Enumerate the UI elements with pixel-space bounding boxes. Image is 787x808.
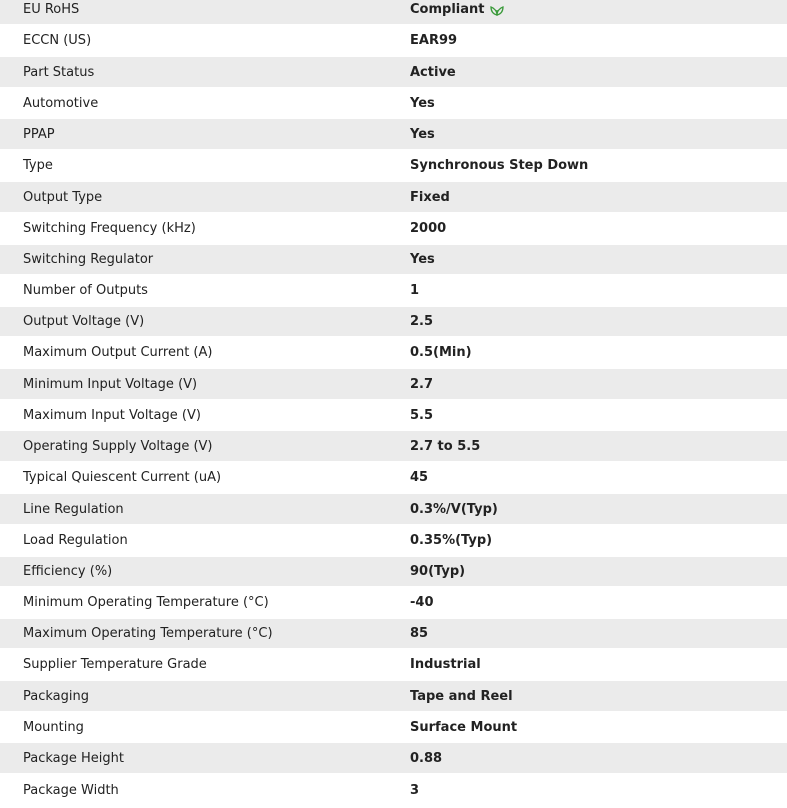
row-label: PPAP bbox=[23, 126, 55, 142]
row-label: Output Voltage (V) bbox=[23, 314, 145, 329]
table-row bbox=[0, 212, 787, 245]
row-value: Yes bbox=[410, 252, 435, 267]
table-row bbox=[0, 245, 787, 274]
table-row bbox=[0, 619, 787, 648]
row-label: Minimum Input Voltage (V) bbox=[23, 376, 198, 392]
row-value: Synchronous Step Down bbox=[410, 158, 589, 173]
row-value: 1 bbox=[410, 283, 420, 298]
row-label: Maximum Operating Temperature (°C) bbox=[23, 626, 273, 641]
row-value: Active bbox=[410, 64, 456, 80]
row-value: EAR99 bbox=[410, 33, 458, 48]
table-row bbox=[0, 431, 787, 461]
row-value: Yes bbox=[410, 95, 435, 111]
leaf-icon bbox=[490, 4, 504, 16]
table-row bbox=[0, 399, 787, 431]
row-label: Output Type bbox=[23, 189, 103, 205]
row-value: Industrial bbox=[410, 657, 481, 672]
table-row bbox=[0, 274, 787, 307]
table-row bbox=[0, 494, 787, 524]
row-label: Packaging bbox=[23, 688, 89, 704]
table-row bbox=[0, 0, 787, 24]
row-value: 3 bbox=[410, 783, 420, 798]
table-row bbox=[0, 149, 787, 182]
row-value: 90(Typ) bbox=[410, 564, 466, 579]
row-value: Fixed bbox=[410, 189, 450, 205]
row-value: 2000 bbox=[410, 221, 447, 236]
table-row bbox=[0, 87, 787, 119]
row-value: 2.5 bbox=[410, 314, 434, 329]
row-label: Mounting bbox=[23, 719, 84, 735]
table-row bbox=[0, 119, 787, 149]
table-row bbox=[0, 711, 787, 743]
row-value: 85 bbox=[410, 626, 429, 641]
row-value: 2.7 to 5.5 bbox=[410, 438, 481, 454]
row-label: Automotive bbox=[23, 95, 99, 111]
row-label: Switching Regulator bbox=[23, 252, 154, 267]
row-value: 5.5 bbox=[410, 407, 434, 423]
table-row bbox=[0, 773, 787, 808]
row-label: Maximum Input Voltage (V) bbox=[23, 407, 201, 423]
row-label: EU RoHS bbox=[23, 2, 80, 17]
row-label: Number of Outputs bbox=[23, 283, 148, 298]
row-value: Yes bbox=[410, 126, 435, 142]
row-value: 0.35%(Typ) bbox=[410, 533, 493, 548]
row-value: Surface Mount bbox=[410, 719, 518, 735]
table-row bbox=[0, 681, 787, 711]
row-value-wrap bbox=[410, 2, 504, 17]
row-value: Compliant bbox=[410, 2, 485, 17]
row-label: Part Status bbox=[23, 64, 95, 80]
row-label: Switching Frequency (kHz) bbox=[23, 221, 196, 236]
table-row bbox=[0, 182, 787, 212]
table-row bbox=[0, 743, 787, 773]
row-value: 45 bbox=[410, 470, 429, 485]
table-row bbox=[0, 369, 787, 399]
table-row bbox=[0, 586, 787, 619]
table-row bbox=[0, 336, 787, 369]
row-value: 0.88 bbox=[410, 750, 443, 766]
table-row bbox=[0, 57, 787, 87]
row-value: 0.3%/V(Typ) bbox=[410, 501, 498, 517]
row-label: Type bbox=[23, 158, 53, 173]
row-label: Efficiency (%) bbox=[23, 564, 113, 579]
row-value: 0.5(Min) bbox=[410, 345, 472, 360]
table-row bbox=[0, 461, 787, 494]
row-label: Line Regulation bbox=[23, 501, 124, 517]
row-label: Typical Quiescent Current (uA) bbox=[23, 470, 222, 485]
row-label: Package Width bbox=[23, 783, 119, 798]
row-value: -40 bbox=[410, 595, 434, 610]
row-label: Minimum Operating Temperature (°C) bbox=[23, 595, 269, 610]
row-label: Load Regulation bbox=[23, 533, 128, 548]
row-label: Maximum Output Current (A) bbox=[23, 345, 213, 360]
row-label: ECCN (US) bbox=[23, 33, 92, 48]
table-row bbox=[0, 557, 787, 586]
row-label: Supplier Temperature Grade bbox=[23, 657, 207, 672]
row-value: Tape and Reel bbox=[410, 688, 513, 704]
table-row bbox=[0, 24, 787, 57]
table-row bbox=[0, 648, 787, 681]
table-row bbox=[0, 307, 787, 336]
row-label: Operating Supply Voltage (V) bbox=[23, 438, 213, 454]
table-row bbox=[0, 524, 787, 557]
row-value: 2.7 bbox=[410, 376, 434, 392]
row-label: Package Height bbox=[23, 750, 124, 766]
